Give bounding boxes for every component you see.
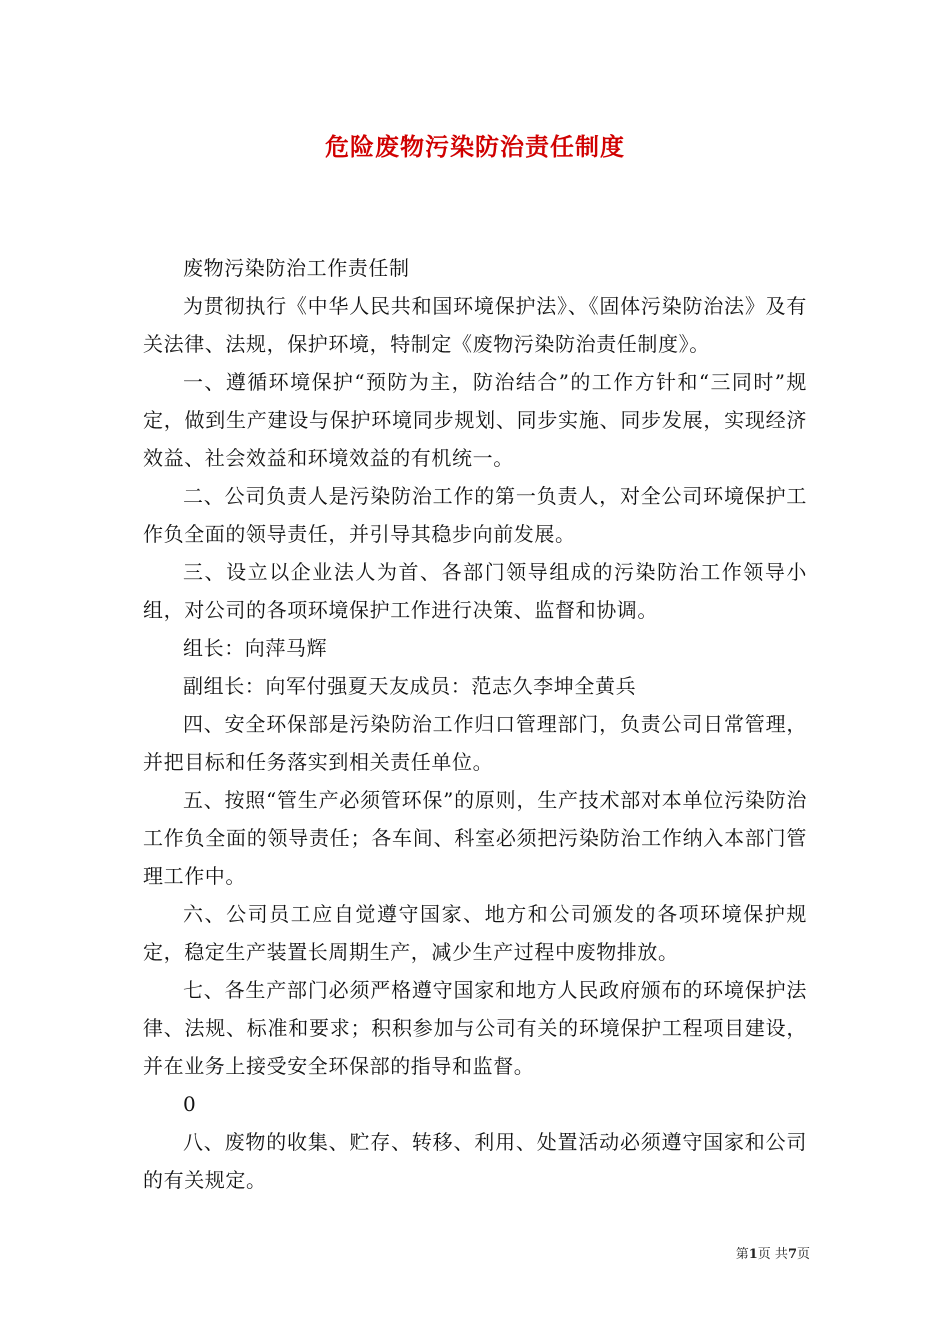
- paragraph-item-2: 二、公司负责人是污染防治工作的第一负责人，对全公司环境保护工作负全面的领导责任，并引导其稳步向前发展。: [143, 484, 807, 546]
- document-title: 危险废物污染防治责任制度: [325, 132, 625, 161]
- paragraph-intro: 为贯彻执行《中华人民共和国环境保护法》、《固体污染防治法》及有关法律、法规，保护环境，特制定《废物污染防治责任制度》。: [143, 294, 807, 356]
- footer-current-page: 1: [748, 1247, 758, 1262]
- paragraph-deputy-members: 副组长：向军付强夏天友成员：范志久李坤全黄兵: [183, 674, 637, 698]
- paragraph-item-8: 八、废物的收集、贮存、转移、利用、处置活动必须遵守国家和公司的有关规定。: [143, 1130, 807, 1192]
- paragraph-zero: 0: [183, 1092, 197, 1116]
- footer-prefix: 第: [735, 1247, 749, 1262]
- page-footer: [700, 1246, 810, 1264]
- paragraph-subtitle: 废物污染防治工作责任制: [183, 256, 410, 280]
- paragraph-item-7: 七、各生产部门必须严格遵守国家和地方人民政府颁布的环境保护法律、法规、标准和要求；积积参加与公司有关的环境保护工程项目建设，并在业务上接受安全环保部的指导和监督。: [143, 978, 807, 1078]
- footer-middle: 页 共: [757, 1247, 788, 1262]
- paragraph-group-leader: 组长：向萍马辉: [183, 636, 328, 660]
- paragraph-item-3: 三、设立以企业法人为首、各部门领导组成的污染防治工作领导小组，对公司的各项环境保护工作进行决策、监督和协调。: [143, 560, 807, 622]
- paragraph-item-6: 六、公司员工应自觉遵守国家、地方和公司颁发的各项环境保护规定，稳定生产装置长周期生产，减少生产过程中废物排放。: [143, 902, 807, 964]
- footer-suffix: 页: [796, 1247, 810, 1262]
- paragraph-item-1: 一、遵循环境保护“预防为主，防治结合”的工作方针和“三同时”规定，做到生产建设与保护环境同步规划、同步实施、同步发展，实现经济效益、社会效益和环境效益的有机统一。: [143, 370, 807, 470]
- footer-total-pages: 7: [787, 1247, 797, 1262]
- paragraph-item-4: 四、安全环保部是污染防治工作归口管理部门，负责公司日常管理，并把目标和任务落实到相关责任单位。: [143, 712, 807, 774]
- paragraph-item-5: 五、按照“管生产必须管环保”的原则，生产技术部对本单位污染防治工作负全面的领导责任；各车间、科室必须把污染防治工作纳入本部门管理工作中。: [143, 788, 807, 888]
- document-body: [143, 249, 807, 1199]
